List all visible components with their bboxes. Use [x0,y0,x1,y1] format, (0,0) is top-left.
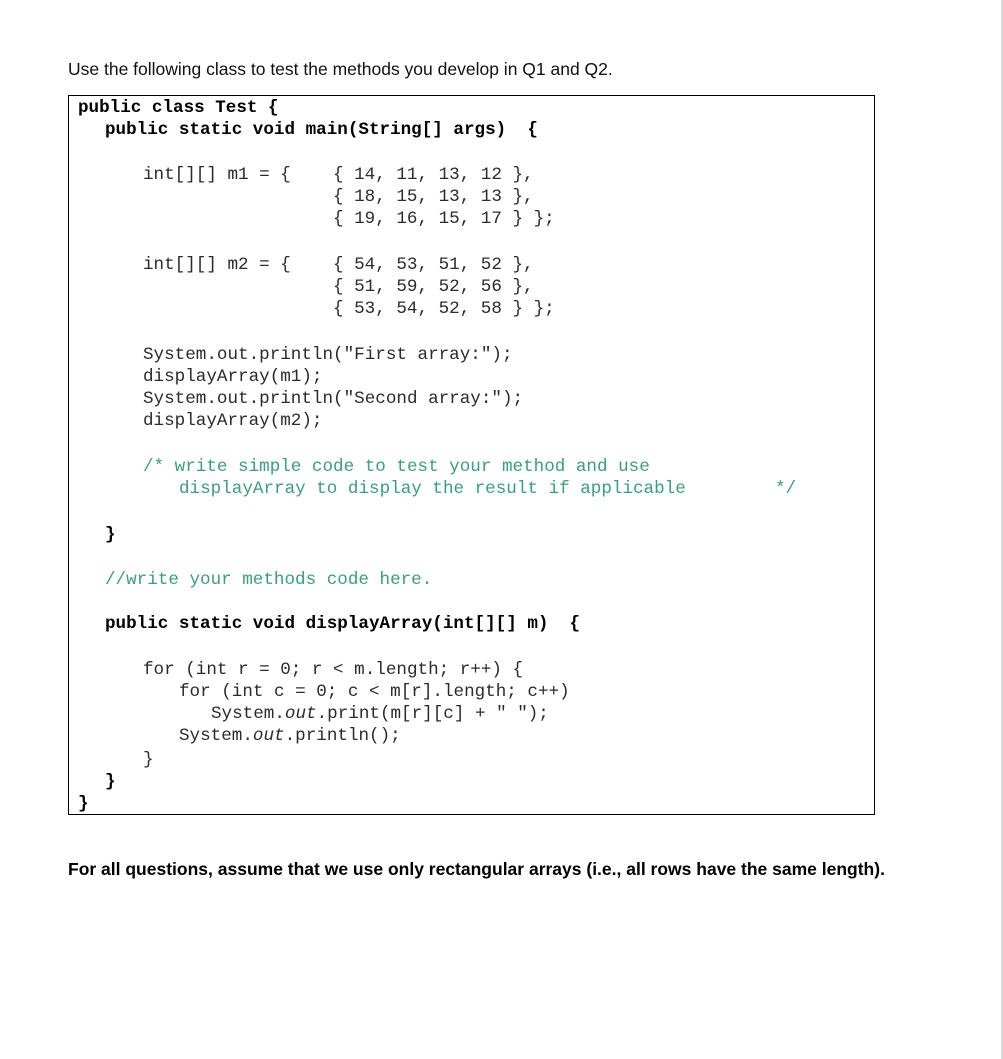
test-comment-end: */ [775,479,797,499]
m2-declaration: int[][] m2 = { [143,255,291,275]
statement-display-m2: displayArray(m2); [143,411,323,431]
println-statement-prefix: System. [179,726,253,746]
m1-row: { 18, 15, 13, 13 }, [333,187,534,207]
inner-for-loop: for (int c = 0; c < m[r].length; c++) [179,682,570,702]
outer-for-loop: for (int r = 0; r < m.length; r++) { [143,660,524,680]
print-statement-prefix: System. [211,704,285,724]
class-header: public class Test { [78,98,279,118]
print-statement-out: out [284,704,317,724]
outer-for-close: } [143,750,154,770]
print-statement [211,703,549,725]
statement-print-first: System.out.println("First array:"); [143,345,513,365]
m2-row: { 54, 53, 51, 52 }, [333,255,534,275]
main-method-header: public static void main(String[] args) { [105,120,538,140]
display-array-close: } [105,772,116,792]
println-statement-suffix: .println(); [284,726,401,746]
footer-note: For all questions, assume that we use only rectangular arrays (i.e., all rows have the same length). [68,859,885,879]
print-statement-suffix: .print(m[r][c] + " "); [316,704,549,724]
m2-row: { 51, 59, 52, 56 }, [333,277,534,297]
test-comment-line-1: /* write simple code to test your method and use [143,457,650,477]
println-statement [179,725,401,747]
methods-comment: //write your methods code here. [105,570,433,590]
statement-display-m1: displayArray(m1); [143,367,323,387]
main-method-close: } [105,525,116,545]
test-comment-line-2: displayArray to display the result if applicable [179,479,686,499]
code-box [68,95,875,815]
m1-row: { 14, 11, 13, 12 }, [333,165,534,185]
display-array-header: public static void displayArray(int[][] m) { [105,614,581,634]
println-statement-out: out [252,726,285,746]
intro-text: Use the following class to test the methods you develop in Q1 and Q2. [68,59,613,79]
class-close: } [78,794,89,814]
m2-row: { 53, 54, 52, 58 } }; [333,299,555,319]
m1-row: { 19, 16, 15, 17 } }; [333,209,555,229]
m1-declaration: int[][] m1 = { [143,165,291,185]
statement-print-second: System.out.println("Second array:"); [143,389,524,409]
